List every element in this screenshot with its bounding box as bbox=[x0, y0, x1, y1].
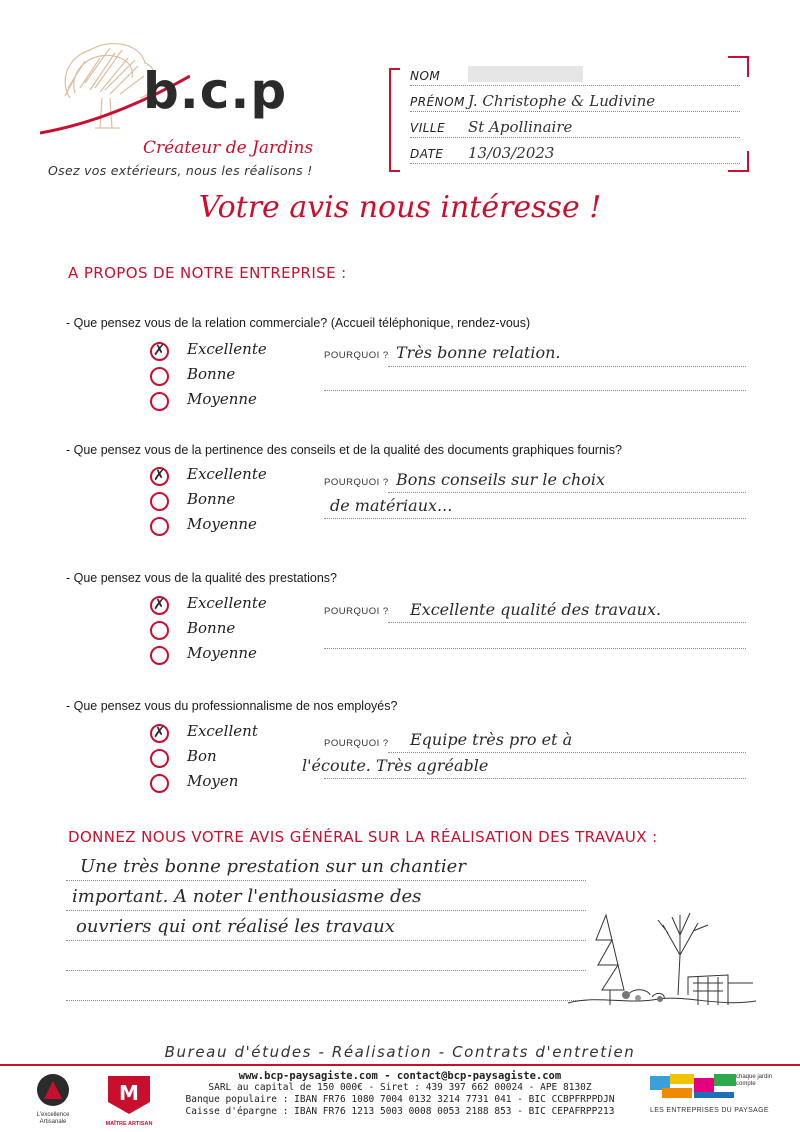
excellence-text-top: L'excellence bbox=[36, 1112, 70, 1118]
radio[interactable] bbox=[150, 492, 169, 511]
q4-answer-1[interactable]: Equipe très pro et à bbox=[410, 730, 573, 749]
logo-tagline: Osez vos extérieurs, nous les réalisons ! bbox=[48, 163, 313, 178]
svg-text:M: M bbox=[119, 1081, 139, 1105]
excellence-icon bbox=[30, 1073, 76, 1107]
option-label: Bonne bbox=[187, 619, 236, 637]
option-label: Moyenne bbox=[187, 644, 257, 662]
nom-label: NOM bbox=[410, 69, 441, 83]
radio[interactable] bbox=[150, 774, 169, 793]
date-row bbox=[410, 139, 740, 164]
option-label: Excellente bbox=[187, 594, 267, 612]
maitre-artisan-icon bbox=[104, 1072, 154, 1116]
general-answer-1[interactable]: Une très bonne prestation sur un chantier bbox=[80, 856, 466, 877]
date-value[interactable]: 13/03/2023 bbox=[468, 144, 555, 162]
footer-bank-1: Banque populaire : IBAN FR76 1080 7004 0132 3214 7731 041 - BIC CCBPFRPPDJN bbox=[185, 1094, 615, 1105]
entreprises-paysage-logo bbox=[650, 1074, 780, 1120]
question-1: - Que pensez vous de la relation commerciale? (Accueil téléphonique, rendez-vous) bbox=[66, 316, 531, 330]
maitre-artisan-text: MAÎTRE ARTISAN bbox=[105, 1121, 153, 1127]
answer-line bbox=[324, 630, 746, 649]
ville-value[interactable]: St Apollinaire bbox=[468, 118, 573, 136]
question-2: - Que pensez vous de la pertinence des conseils et de la qualité des documents graphiques fournis? bbox=[66, 443, 622, 457]
answer-line bbox=[324, 372, 746, 391]
radio[interactable] bbox=[150, 367, 169, 386]
q2-answer-2[interactable]: de matériaux... bbox=[330, 496, 453, 515]
why-label: POURQUOI ? bbox=[324, 350, 389, 361]
jardin-compte-text: chaque jardin compte bbox=[736, 1074, 773, 1087]
identity-box bbox=[388, 55, 750, 173]
option-label: Bonne bbox=[187, 490, 236, 508]
general-line bbox=[66, 978, 586, 1001]
option-label: Bonne bbox=[187, 365, 236, 383]
logo-subtitle: Créateur de Jardins bbox=[143, 138, 314, 158]
section-title-general: DONNEZ NOUS VOTRE AVIS GÉNÉRAL SUR LA RÉALISATION DES TRAVAUX : bbox=[68, 828, 658, 846]
radio-checked[interactable]: ✗ bbox=[150, 467, 169, 486]
garden-illustration bbox=[568, 895, 758, 1015]
option-label: Excellente bbox=[187, 465, 267, 483]
nom-redacted bbox=[468, 66, 583, 82]
color-blocks-icon bbox=[650, 1074, 750, 1098]
q4-answer-2[interactable]: l'écoute. Très agréable bbox=[302, 756, 489, 775]
radio[interactable] bbox=[150, 621, 169, 640]
footer-slogan: Bureau d'études - Réalisation - Contrats d'entretien bbox=[164, 1043, 636, 1061]
general-answer-3[interactable]: ouvriers qui ont réalisé les travaux bbox=[76, 916, 395, 937]
prenom-row bbox=[410, 87, 740, 112]
question-3: - Que pensez vous de la qualité des prestations? bbox=[66, 571, 338, 585]
radio-checked[interactable]: ✗ bbox=[150, 724, 169, 743]
entreprises-text: LES ENTREPRISES DU PAYSAGE bbox=[650, 1107, 769, 1114]
radio-checked[interactable]: ✗ bbox=[150, 342, 169, 361]
radio[interactable] bbox=[150, 646, 169, 665]
prenom-label: PRÉNOM bbox=[410, 95, 465, 109]
q2-answer-1[interactable]: Bons conseils sur le choix bbox=[396, 470, 606, 489]
general-answer-2[interactable]: important. A noter l'enthousiasme des bbox=[72, 886, 422, 907]
option-label: Excellente bbox=[187, 340, 267, 358]
footer-divider bbox=[0, 1064, 800, 1066]
footer-web[interactable]: www.bcp-paysagiste.com - contact@bcp-paysagiste.com bbox=[238, 1070, 562, 1082]
ville-label: VILLE bbox=[410, 121, 446, 135]
option-label: Moyenne bbox=[187, 515, 257, 533]
q1-answer-1[interactable]: Très bonne relation. bbox=[396, 343, 561, 362]
question-4: - Que pensez vous du professionnalisme de nos employés? bbox=[66, 699, 398, 713]
page-title: Votre avis nous intéresse ! bbox=[198, 190, 602, 225]
general-line bbox=[66, 948, 586, 971]
radio[interactable] bbox=[150, 749, 169, 768]
excellence-text-bottom: Artisanale bbox=[39, 1119, 67, 1125]
excellence-artisanale-logo bbox=[30, 1073, 76, 1123]
option-label: Bon bbox=[187, 747, 217, 765]
radio[interactable] bbox=[150, 517, 169, 536]
section-title-company: A PROPOS DE NOTRE ENTREPRISE : bbox=[68, 264, 347, 282]
prenom-value[interactable]: J. Christophe & Ludivine bbox=[468, 92, 656, 110]
why-label: POURQUOI ? bbox=[324, 738, 389, 749]
why-label: POURQUOI ? bbox=[324, 606, 389, 617]
nom-row bbox=[410, 61, 740, 86]
option-label: Moyenne bbox=[187, 390, 257, 408]
why-label: POURQUOI ? bbox=[324, 477, 389, 488]
q3-answer-1[interactable]: Excellente qualité des travaux. bbox=[410, 600, 662, 619]
option-label: Excellent bbox=[187, 722, 258, 740]
logo-wordmark: b.c.p bbox=[143, 62, 288, 120]
option-label: Moyen bbox=[187, 772, 239, 790]
radio-checked[interactable]: ✗ bbox=[150, 596, 169, 615]
footer-bank-2: Caisse d'épargne : IBAN FR76 1213 5003 0008 0053 2188 853 - BIC CEPAFRPP213 bbox=[185, 1106, 615, 1117]
radio[interactable] bbox=[150, 392, 169, 411]
footer-legal: SARL au capital de 150 000€ - Siret : 439 397 662 00024 - APE 8130Z bbox=[208, 1082, 592, 1093]
ville-row bbox=[410, 113, 740, 138]
maitre-artisan-logo bbox=[104, 1072, 154, 1128]
date-label: DATE bbox=[410, 147, 444, 161]
